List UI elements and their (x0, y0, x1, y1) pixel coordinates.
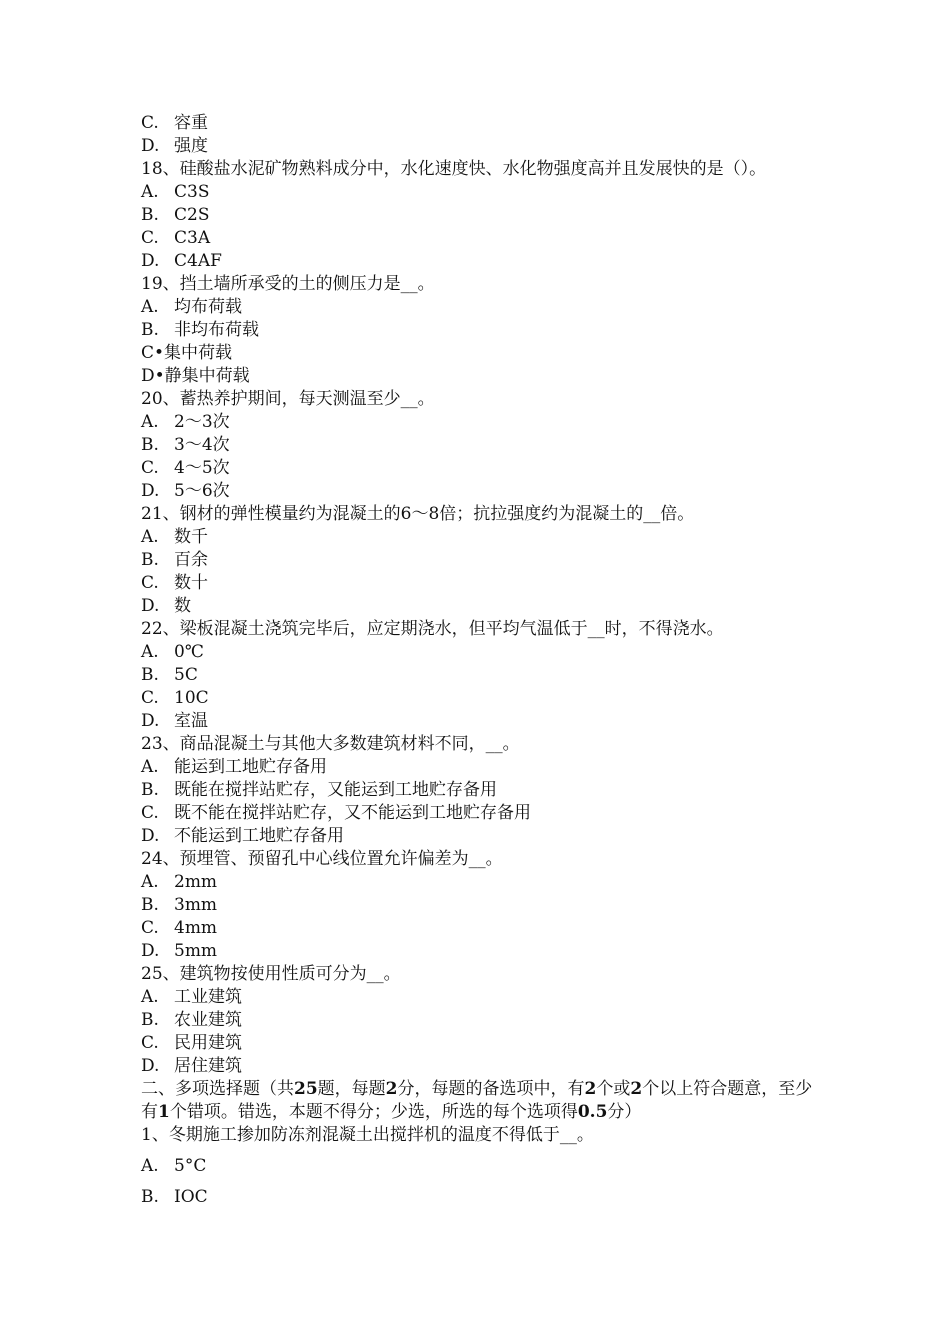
option-text: 百余 (174, 550, 208, 570)
option (141, 687, 821, 710)
option (141, 664, 821, 687)
option-text: 容重 (174, 113, 208, 133)
option-letter: C. (141, 688, 159, 708)
option-text: 居住建筑 (174, 1056, 242, 1076)
option (141, 296, 821, 319)
question-18: 18、硅酸盐水泥矿物熟料成分中，水化速度快、水化物强度高并且发展快的是（）。 (141, 159, 767, 179)
option (141, 871, 821, 894)
option-text: 4〜5次 (174, 458, 230, 478)
option (141, 940, 821, 963)
option (141, 1055, 821, 1078)
option-letter: B. (141, 1010, 159, 1030)
option-text: C3S (174, 182, 210, 202)
question-23: 23、商品混凝土与其他大多数建筑材料不同，__。 (141, 734, 520, 754)
section-heading-multiple-choice (141, 1078, 821, 1124)
option-text: 强度 (174, 136, 208, 156)
option-letter: C. (141, 573, 159, 593)
option-text: 5°C (174, 1156, 207, 1176)
option-text: 3〜4次 (174, 435, 230, 455)
option-letter: B. (141, 1187, 159, 1207)
option-text: C2S (174, 205, 210, 225)
question-22: 22、梁板混凝土浇筑完毕后，应定期浇水，但平均气温低于__时，不得浇水。 (141, 619, 724, 639)
option (141, 434, 821, 457)
option-letter: D. (141, 481, 160, 501)
document-page (141, 112, 821, 1211)
option (141, 802, 821, 825)
option (141, 227, 821, 250)
heading-text: 分，每题的备选项中，有 (397, 1079, 585, 1099)
option: C•集中荷载 (141, 343, 233, 363)
option-text: 非均布荷载 (174, 320, 259, 340)
question-25: 25、建筑物按使用性质可分为__。 (141, 964, 401, 984)
option-text: 既能在搅拌站贮存，又能运到工地贮存备用 (174, 780, 497, 800)
option-text: 数 (174, 596, 191, 616)
option-text: IOC (174, 1187, 208, 1207)
option (141, 641, 821, 664)
option (141, 1153, 821, 1180)
option-text: 工业建筑 (174, 987, 242, 1007)
option-letter: C. (141, 803, 159, 823)
option-text: 2〜3次 (174, 412, 230, 432)
option-letter: A. (141, 642, 159, 662)
heading-text: 分） (607, 1102, 642, 1122)
option-letter: D. (141, 251, 160, 271)
option-letter: A. (141, 527, 159, 547)
heading-number: 2 (630, 1079, 643, 1099)
option (141, 894, 821, 917)
multi-question-1: 1、冬期施工掺加防冻剂混凝土出搅拌机的温度不得低于__。 (141, 1125, 594, 1145)
option-letter: B. (141, 205, 159, 225)
option-letter: C. (141, 113, 159, 133)
option-letter: C. (141, 228, 159, 248)
option-text: 能运到工地贮存备用 (174, 757, 327, 777)
option (141, 1184, 821, 1211)
heading-text: 二、多项选择题（共 (141, 1079, 294, 1099)
option (141, 710, 821, 733)
option-letter: B. (141, 780, 159, 800)
option (141, 250, 821, 273)
option-letter: B. (141, 665, 159, 685)
option-text: 均布荷载 (174, 297, 242, 317)
option-text: 5mm (174, 941, 218, 961)
option-letter: B. (141, 550, 159, 570)
option-text: 0℃ (174, 642, 204, 662)
option (141, 986, 821, 1009)
heading-text: 题，每题 (317, 1079, 386, 1099)
option (141, 112, 821, 135)
option-text: 4mm (174, 918, 218, 938)
option-letter: D. (141, 826, 160, 846)
option (141, 549, 821, 572)
heading-number: 2 (385, 1079, 398, 1099)
heading-number: 1 (158, 1102, 170, 1122)
option (141, 480, 821, 503)
option-letter: D. (141, 711, 160, 731)
option-letter: A. (141, 182, 159, 202)
heading-text: 个或 (596, 1079, 631, 1099)
option (141, 526, 821, 549)
option-text: 民用建筑 (174, 1033, 242, 1053)
option-letter: B. (141, 895, 159, 915)
option (141, 1009, 821, 1032)
option (141, 135, 821, 158)
option (141, 825, 821, 848)
heading-number: 2 (584, 1079, 597, 1099)
question-20: 20、蓄热养护期间，每天测温至少__。 (141, 389, 435, 409)
option-text: C4AF (174, 251, 222, 271)
option (141, 1032, 821, 1055)
option-text: 不能运到工地贮存备用 (174, 826, 344, 846)
heading-number: 0.5 (577, 1102, 608, 1122)
option (141, 181, 821, 204)
option (141, 756, 821, 779)
question-21: 21、钢材的弹性模量约为混凝土的6〜8倍；抗拉强度约为混凝土的__倍。 (141, 504, 695, 524)
option-text: 农业建筑 (174, 1010, 242, 1030)
option (141, 204, 821, 227)
option-letter: A. (141, 297, 159, 317)
option-text: C3A (174, 228, 211, 248)
question-24: 24、预埋管、预留孔中心线位置允许偏差为__。 (141, 849, 503, 869)
option (141, 595, 821, 618)
option-letter: A. (141, 987, 159, 1007)
option-letter: C. (141, 458, 159, 478)
option-text: 数千 (174, 527, 208, 547)
option-letter: D. (141, 596, 160, 616)
option (141, 779, 821, 802)
option-text: 2mm (174, 872, 218, 892)
option-text: 5〜6次 (174, 481, 230, 501)
heading-text: 个错项。错选，本题不得分；少选，所选的每个选项得 (169, 1102, 578, 1122)
heading-text: 个以上符合题意，至少有 (141, 1079, 813, 1122)
option: D•静集中荷载 (141, 366, 250, 386)
option (141, 572, 821, 595)
heading-number: 25 (294, 1079, 318, 1099)
option-text: 10C (174, 688, 209, 708)
option-letter: C. (141, 918, 159, 938)
question-19: 19、挡土墙所承受的土的侧压力是__。 (141, 274, 435, 294)
option-letter: A. (141, 1156, 159, 1176)
option-letter: A. (141, 872, 159, 892)
option-text: 室温 (174, 711, 208, 731)
option-letter: D. (141, 1056, 160, 1076)
option-letter: D. (141, 941, 160, 961)
option-letter: C. (141, 1033, 159, 1053)
option (141, 457, 821, 480)
option-letter: D. (141, 136, 160, 156)
option (141, 917, 821, 940)
option-text: 数十 (174, 573, 208, 593)
option-text: 3mm (174, 895, 218, 915)
option-letter: A. (141, 412, 159, 432)
option-letter: B. (141, 320, 159, 340)
option-letter: A. (141, 757, 159, 777)
option-letter: B. (141, 435, 159, 455)
option-text: 5C (174, 665, 198, 685)
option-text: 既不能在搅拌站贮存，又不能运到工地贮存备用 (174, 803, 531, 823)
option (141, 319, 821, 342)
option (141, 411, 821, 434)
